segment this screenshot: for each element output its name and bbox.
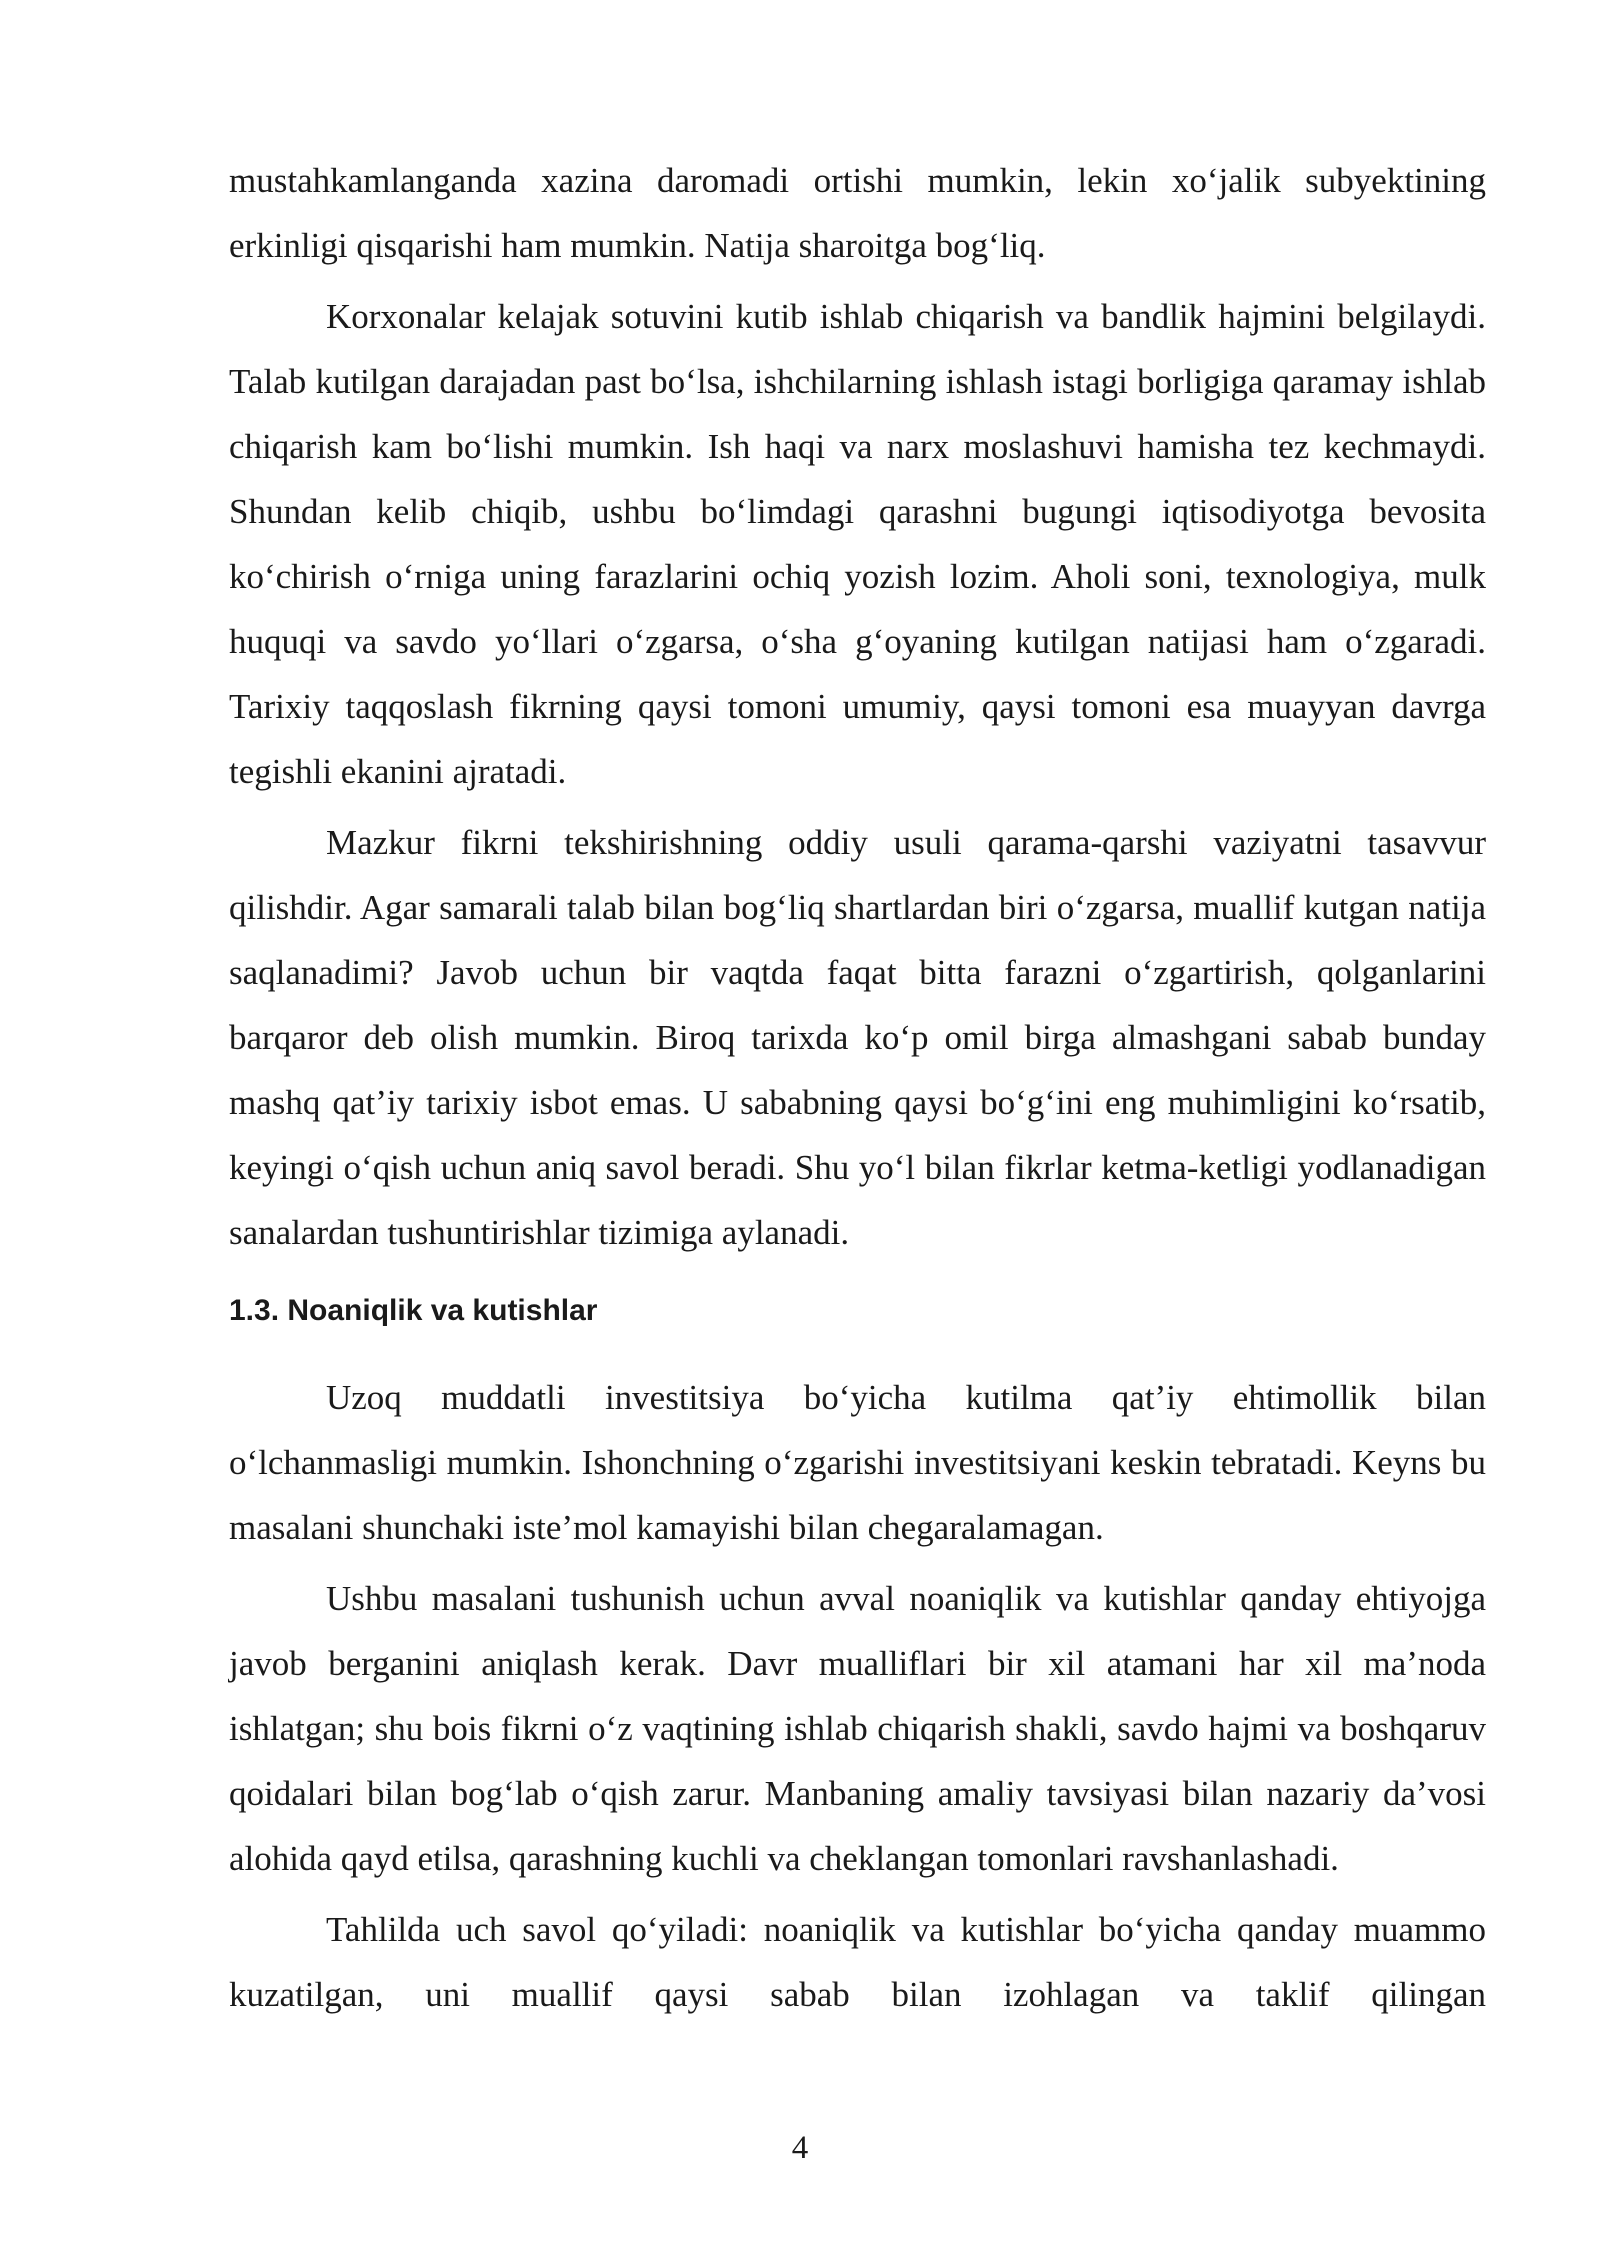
section-heading: 1.3. Noaniqlik va kutishlar xyxy=(229,1294,598,1327)
paragraph: Uzoq muddatli investitsiya bo‘yicha kutilma qat’iy ehtimollik bilan o‘lchanmasligi mumkin. Ishonchning o‘zgarishi investitsiyani keskin tebratadi. Keyns bu masalani shunchaki iste’mol kamayishi bilan chegaralamagan. xyxy=(229,1378,1486,1547)
paragraph: Korxonalar kelajak sotuvini kutib ishlab chiqarish va bandlik hajmini belgilaydi. Talab kutilgan darajadan past bo‘lsa, ishchilarning ishlash istagi borligiga qaramay ishlab chiqarish kam bo‘lishi mumkin. Ish haqi va narx moslashuvi hamisha tez kechmaydi. Shundan kelib chiqib, ushbu bo‘limdagi qarashni bugungi iqtisodiyotga bevosita ko‘chirish o‘rniga uning farazlarini ochiq yozish lozim. Aholi soni, texnologiya, mulk huquqi va savdo yo‘llari o‘zgarsa, o‘sha g‘oyaning kutilgan natijasi ham o‘zgaradi. Tarixiy taqqoslash fikrning qaysi tomoni umumiy, qaysi tomoni esa muayyan davrga tegishli ekanini ajratadi. xyxy=(229,297,1486,791)
page-body xyxy=(229,148,1486,2033)
paragraph: Ushbu masalani tushunish uchun avval noaniqlik va kutishlar qanday ehtiyojga javob berganini aniqlash kerak. Davr mualliflari bir xil atamani har xil ma’noda ishlatgan; shu bois fikrni o‘z vaqtining ishlab chiqarish shakli, savdo hajmi va boshqaruv qoidalari bilan bog‘lab o‘qish zarur. Manbaning amaliy tavsiyasi bilan nazariy da’vosi alohida qayd etilsa, qarashning kuchli va cheklangan tomonlari ravshanlashadi. xyxy=(229,1579,1486,1878)
page-number: 4 xyxy=(791,2130,809,2166)
paragraph: Tahlilda uch savol qo‘yiladi: noaniqlik va kutishlar bo‘yicha qanday muammo kuzatilgan, uni muallif qaysi sabab bilan izohlagan va taklif qilingan xyxy=(229,1910,1486,2014)
paragraph: mustahkamlanganda xazina daromadi ortishi mumkin, lekin xo‘jalik subyektining erkinligi qisqarishi ham mumkin. Natija sharoitga bog‘liq. xyxy=(229,161,1486,265)
paragraph: Mazkur fikrni tekshirishning oddiy usuli qarama-qarshi vaziyatni tasavvur qilishdir. Agar samarali talab bilan bog‘liq shartlardan biri o‘zgarsa, muallif kutgan natija saqlanadimi? Javob uchun bir vaqtda faqat bitta farazni o‘zgartirish, qolganlarini barqaror deb olish mumkin. Biroq tarixda ko‘p omil birga almashgani sabab bunday mashq qat’iy tarixiy isbot emas. U sababning qaysi bo‘g‘ini eng muhimligini ko‘rsatib, keyingi o‘qish uchun aniq savol beradi. Shu yo‘l bilan fikrlar ketma-ketligi yodlanadigan sanalardan tushuntirishlar tizimiga aylanadi. xyxy=(229,823,1486,1252)
